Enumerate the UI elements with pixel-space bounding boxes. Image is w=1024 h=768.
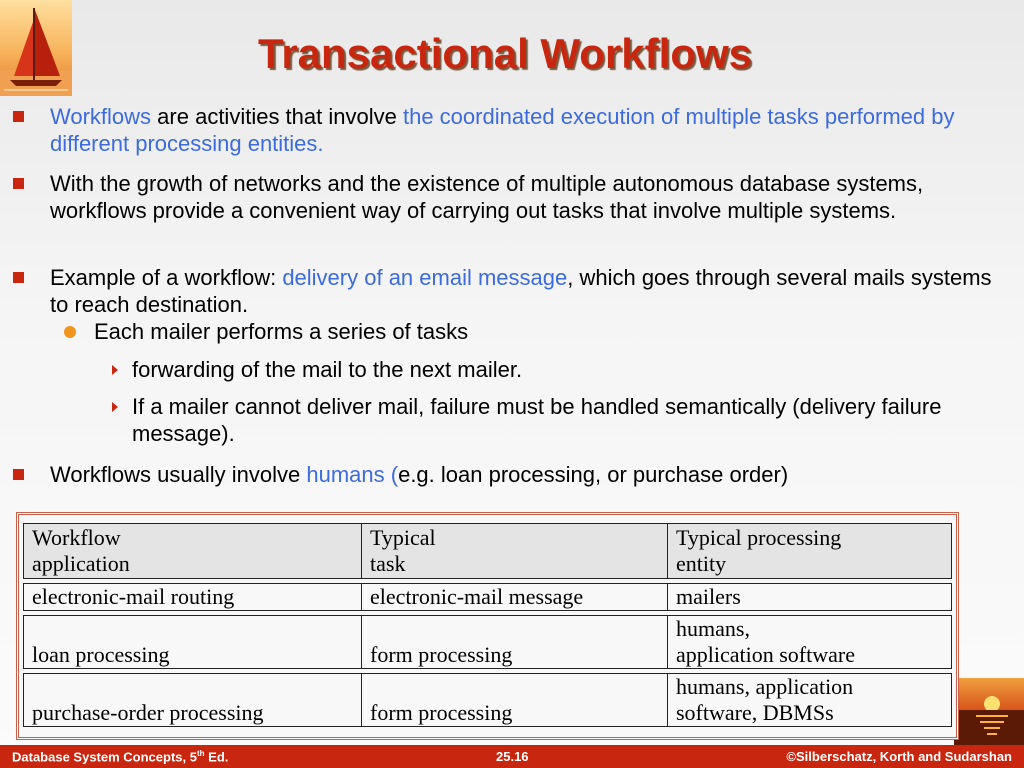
triangle-bullet-icon xyxy=(112,402,118,412)
table-row xyxy=(23,583,952,611)
table-header-row xyxy=(23,523,952,579)
table-row xyxy=(23,673,952,727)
header-line: task xyxy=(370,551,406,576)
footer-copyright: ©Silberschatz, Korth and Sudarshan xyxy=(786,749,1012,764)
bullet-text: forwarding of the mail to the next mailer. xyxy=(132,357,523,382)
table-cell xyxy=(667,615,952,669)
sub-bullet-mailer-tasks xyxy=(0,318,1000,356)
table-header-cell xyxy=(361,523,667,579)
table-cell: electronic-mail routing xyxy=(23,583,361,611)
cell-line: humans, xyxy=(676,616,750,641)
workflow-table-frame xyxy=(16,512,959,740)
bullet-text: , which goes through several mails systems to reach destination. xyxy=(50,265,992,317)
square-bullet-icon xyxy=(13,178,24,189)
sunset-icon xyxy=(954,678,1024,746)
table-header-cell xyxy=(667,523,952,579)
table-cell: form processing xyxy=(361,615,667,669)
header-line: Typical xyxy=(370,525,436,550)
table-row xyxy=(23,615,952,669)
sub-sub-bullet-failure xyxy=(0,393,1000,461)
bullet-networks-growth xyxy=(0,161,1000,255)
sub-sub-bullet-forwarding xyxy=(0,356,1000,393)
square-bullet-icon xyxy=(13,111,24,122)
highlight-text: delivery of an email message xyxy=(282,265,568,290)
header-line: application xyxy=(32,551,130,576)
table-cell: loan processing xyxy=(23,615,361,669)
footer-left-text: Database System Concepts, 5 xyxy=(12,749,197,765)
table-cell: form processing xyxy=(361,673,667,727)
highlight-text: the coordinated execution of multiple tasks performed by different processing entities. xyxy=(50,104,955,156)
slide-content xyxy=(0,103,1000,491)
page-title: Transactional Workflows xyxy=(257,30,752,77)
table-cell xyxy=(667,583,952,611)
bullet-text: are activities that involve xyxy=(151,104,403,129)
footer-superscript: th xyxy=(196,749,205,758)
footer-slide-number: 25.16 xyxy=(496,749,529,764)
triangle-bullet-icon xyxy=(112,365,118,375)
bullet-humans xyxy=(0,461,1000,491)
header-line: entity xyxy=(676,551,727,576)
bullet-text: If a mailer cannot deliver mail, failure must be handled semantically (delivery failure message). xyxy=(132,394,942,446)
table-cell xyxy=(667,673,952,727)
square-bullet-icon xyxy=(13,469,24,480)
dot-bullet-icon xyxy=(64,326,76,338)
highlight-text: humans ( xyxy=(306,462,399,487)
bullet-text: With the growth of networks and the existence of multiple autonomous database systems, workflows provide a convenient way of carrying out tasks that involve multiple systems. xyxy=(50,171,924,223)
footer-left-end: Ed. xyxy=(204,749,229,765)
table-cell: electronic-mail message xyxy=(361,583,667,611)
bullet-text: e.g. loan processing, or purchase order) xyxy=(398,462,789,487)
header-line: Typical processing xyxy=(676,525,842,550)
cell-line: mailers xyxy=(676,584,741,609)
slide-footer xyxy=(0,745,1024,768)
highlight-text: Workflows xyxy=(50,104,152,129)
footer-book-title xyxy=(12,749,228,764)
workflow-examples-table xyxy=(23,519,952,731)
table-cell: purchase-order processing xyxy=(23,673,361,727)
cell-line: application software xyxy=(676,642,855,667)
bullet-text: Example of a workflow: xyxy=(50,265,283,290)
header-line: Workflow xyxy=(32,525,121,550)
cell-line: software, DBMSs xyxy=(676,700,834,725)
bullet-text: Each mailer performs a series of tasks xyxy=(94,319,469,344)
bullet-workflow-example xyxy=(0,255,1000,318)
bullet-workflows-definition xyxy=(0,103,1000,161)
bullet-text: Workflows usually involve xyxy=(50,462,307,487)
table-header-cell xyxy=(23,523,361,579)
cell-line: humans, application xyxy=(676,674,854,699)
square-bullet-icon xyxy=(13,272,24,283)
